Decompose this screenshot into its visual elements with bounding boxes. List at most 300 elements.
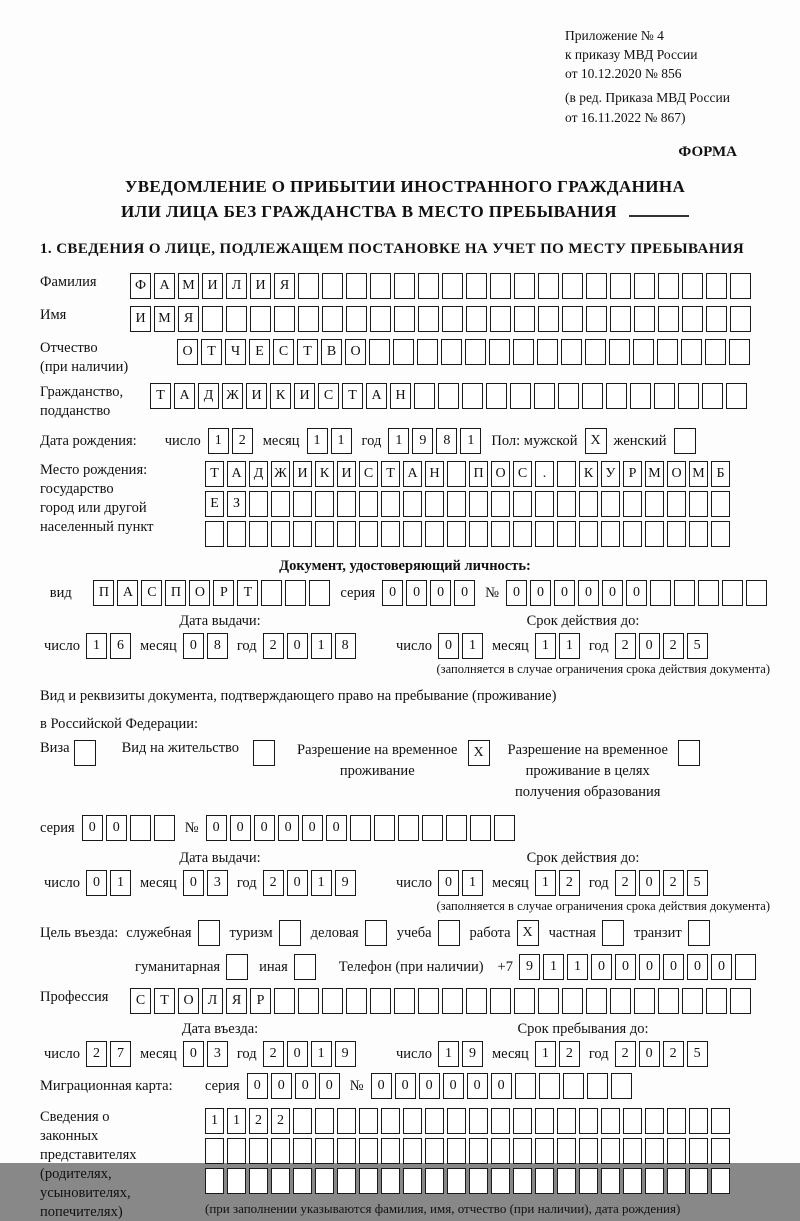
char-box[interactable] — [337, 1138, 356, 1164]
char-box[interactable] — [539, 1073, 560, 1099]
char-box[interactable] — [418, 306, 439, 332]
char-box[interactable] — [469, 521, 488, 547]
char-box[interactable] — [491, 521, 510, 547]
char-box[interactable]: Ж — [222, 383, 243, 409]
char-box[interactable] — [634, 988, 655, 1014]
char-box[interactable] — [315, 521, 334, 547]
char-box[interactable]: 0 — [530, 580, 551, 606]
char-box[interactable]: 0 — [206, 815, 227, 841]
char-box[interactable] — [261, 580, 282, 606]
char-box[interactable] — [513, 1108, 532, 1134]
char-box[interactable]: Ч — [225, 339, 246, 365]
char-box[interactable]: 1 — [307, 428, 328, 454]
char-box[interactable] — [579, 1168, 598, 1194]
char-box[interactable] — [579, 491, 598, 517]
char-box[interactable] — [322, 988, 343, 1014]
char-box[interactable] — [706, 988, 727, 1014]
option-checkbox[interactable]: X — [517, 920, 539, 946]
char-box[interactable]: 0 — [491, 1073, 512, 1099]
char-box[interactable] — [274, 306, 295, 332]
char-box[interactable] — [447, 461, 466, 487]
char-box[interactable] — [601, 491, 620, 517]
char-box[interactable] — [446, 815, 467, 841]
char-box[interactable]: Р — [623, 461, 642, 487]
char-box[interactable] — [466, 306, 487, 332]
char-box[interactable]: О — [667, 461, 686, 487]
char-box[interactable] — [490, 306, 511, 332]
char-box[interactable]: Ж — [271, 461, 290, 487]
char-box[interactable] — [403, 1138, 422, 1164]
char-box[interactable]: С — [130, 988, 151, 1014]
char-box[interactable] — [337, 1108, 356, 1134]
char-box[interactable]: И — [250, 273, 271, 299]
char-box[interactable] — [730, 306, 751, 332]
char-box[interactable]: 0 — [106, 815, 127, 841]
char-box[interactable] — [205, 1138, 224, 1164]
char-box[interactable] — [586, 306, 607, 332]
char-box[interactable] — [425, 1138, 444, 1164]
char-box[interactable]: М — [689, 461, 708, 487]
char-box[interactable] — [398, 815, 419, 841]
char-box[interactable] — [322, 306, 343, 332]
char-box[interactable]: К — [270, 383, 291, 409]
char-box[interactable] — [601, 521, 620, 547]
char-box[interactable]: 1 — [205, 1108, 224, 1134]
char-box[interactable]: 0 — [86, 870, 107, 896]
char-box[interactable]: 7 — [110, 1041, 131, 1067]
char-box[interactable] — [702, 383, 723, 409]
char-box[interactable] — [667, 491, 686, 517]
char-box[interactable]: 2 — [86, 1041, 107, 1067]
char-box[interactable]: 0 — [687, 954, 708, 980]
char-box[interactable] — [441, 339, 462, 365]
char-box[interactable] — [490, 273, 511, 299]
char-box[interactable]: 0 — [467, 1073, 488, 1099]
char-box[interactable] — [623, 491, 642, 517]
char-box[interactable] — [609, 339, 630, 365]
char-box[interactable]: 2 — [615, 633, 636, 659]
char-box[interactable]: С — [513, 461, 532, 487]
char-box[interactable]: 0 — [371, 1073, 392, 1099]
char-box[interactable]: П — [469, 461, 488, 487]
char-box[interactable]: 1 — [208, 428, 229, 454]
char-box[interactable] — [586, 988, 607, 1014]
char-box[interactable] — [650, 580, 671, 606]
char-box[interactable] — [645, 1108, 664, 1134]
char-box[interactable]: Р — [250, 988, 271, 1014]
char-box[interactable]: 0 — [254, 815, 275, 841]
char-box[interactable] — [227, 1168, 246, 1194]
char-box[interactable] — [698, 580, 719, 606]
char-box[interactable] — [535, 491, 554, 517]
char-box[interactable] — [678, 383, 699, 409]
char-box[interactable]: И — [246, 383, 267, 409]
char-box[interactable]: В — [321, 339, 342, 365]
char-box[interactable] — [442, 273, 463, 299]
char-box[interactable]: 0 — [287, 870, 308, 896]
char-box[interactable]: 8 — [436, 428, 457, 454]
char-box[interactable] — [350, 815, 371, 841]
char-box[interactable]: Т — [342, 383, 363, 409]
char-box[interactable]: Т — [205, 461, 224, 487]
char-box[interactable]: 6 — [110, 633, 131, 659]
char-box[interactable] — [645, 491, 664, 517]
char-box[interactable]: 8 — [335, 633, 356, 659]
char-box[interactable] — [227, 521, 246, 547]
char-box[interactable] — [674, 580, 695, 606]
char-box[interactable] — [562, 273, 583, 299]
char-box[interactable]: И — [130, 306, 151, 332]
char-box[interactable] — [370, 273, 391, 299]
char-box[interactable] — [489, 339, 510, 365]
char-box[interactable] — [359, 1108, 378, 1134]
char-box[interactable] — [403, 521, 422, 547]
char-box[interactable] — [249, 521, 268, 547]
char-box[interactable]: О — [491, 461, 510, 487]
char-box[interactable] — [346, 273, 367, 299]
char-box[interactable]: 5 — [687, 1041, 708, 1067]
char-box[interactable] — [645, 1138, 664, 1164]
char-box[interactable]: 0 — [271, 1073, 292, 1099]
char-box[interactable] — [491, 1108, 510, 1134]
char-box[interactable] — [381, 1168, 400, 1194]
char-box[interactable]: Д — [249, 461, 268, 487]
char-box[interactable] — [494, 815, 515, 841]
char-box[interactable] — [658, 273, 679, 299]
char-box[interactable] — [746, 580, 767, 606]
char-box[interactable]: 0 — [639, 870, 660, 896]
char-box[interactable]: 2 — [232, 428, 253, 454]
char-box[interactable]: Н — [425, 461, 444, 487]
char-box[interactable]: Д — [198, 383, 219, 409]
char-box[interactable]: 1 — [462, 870, 483, 896]
char-box[interactable]: 1 — [462, 633, 483, 659]
char-box[interactable] — [202, 306, 223, 332]
option-checkbox[interactable] — [438, 920, 460, 946]
char-box[interactable]: 0 — [326, 815, 347, 841]
char-box[interactable]: 2 — [559, 870, 580, 896]
char-box[interactable]: 2 — [263, 870, 284, 896]
char-box[interactable] — [466, 273, 487, 299]
char-box[interactable]: 1 — [559, 633, 580, 659]
char-box[interactable]: 3 — [207, 870, 228, 896]
char-box[interactable]: 0 — [639, 954, 660, 980]
char-box[interactable]: 0 — [602, 580, 623, 606]
char-box[interactable] — [403, 491, 422, 517]
char-box[interactable] — [337, 521, 356, 547]
char-box[interactable]: 0 — [395, 1073, 416, 1099]
char-box[interactable] — [315, 1168, 334, 1194]
char-box[interactable] — [381, 491, 400, 517]
char-box[interactable]: М — [154, 306, 175, 332]
char-box[interactable] — [689, 1108, 708, 1134]
char-box[interactable] — [634, 273, 655, 299]
char-box[interactable] — [447, 1138, 466, 1164]
char-box[interactable] — [403, 1168, 422, 1194]
visa-checkbox[interactable] — [74, 740, 96, 766]
char-box[interactable]: П — [165, 580, 186, 606]
char-box[interactable] — [322, 273, 343, 299]
option-checkbox[interactable] — [365, 920, 387, 946]
char-box[interactable]: О — [345, 339, 366, 365]
char-box[interactable] — [393, 339, 414, 365]
char-box[interactable] — [682, 273, 703, 299]
sex-male-checkbox[interactable]: X — [585, 428, 607, 454]
char-box[interactable] — [689, 521, 708, 547]
residence-permit-checkbox[interactable] — [253, 740, 275, 766]
char-box[interactable]: Н — [390, 383, 411, 409]
char-box[interactable] — [293, 1168, 312, 1194]
char-box[interactable] — [711, 1108, 730, 1134]
char-box[interactable]: 1 — [543, 954, 564, 980]
char-box[interactable] — [394, 273, 415, 299]
char-box[interactable] — [513, 339, 534, 365]
char-box[interactable]: 2 — [263, 633, 284, 659]
char-box[interactable]: 5 — [687, 633, 708, 659]
char-box[interactable]: 0 — [247, 1073, 268, 1099]
char-box[interactable]: 2 — [663, 1041, 684, 1067]
char-box[interactable] — [601, 1168, 620, 1194]
char-box[interactable] — [667, 1108, 686, 1134]
char-box[interactable] — [726, 383, 747, 409]
char-box[interactable] — [667, 521, 686, 547]
char-box[interactable] — [346, 988, 367, 1014]
char-box[interactable]: . — [535, 461, 554, 487]
char-box[interactable] — [557, 1138, 576, 1164]
char-box[interactable]: И — [337, 461, 356, 487]
char-box[interactable] — [271, 521, 290, 547]
char-box[interactable]: 2 — [559, 1041, 580, 1067]
char-box[interactable] — [370, 988, 391, 1014]
option-checkbox[interactable] — [226, 954, 248, 980]
char-box[interactable] — [623, 1168, 642, 1194]
char-box[interactable] — [381, 1138, 400, 1164]
char-box[interactable] — [585, 339, 606, 365]
option-checkbox[interactable] — [294, 954, 316, 980]
char-box[interactable] — [337, 1168, 356, 1194]
char-box[interactable] — [657, 339, 678, 365]
char-box[interactable]: Т — [237, 580, 258, 606]
char-box[interactable]: 9 — [412, 428, 433, 454]
char-box[interactable]: А — [403, 461, 422, 487]
char-box[interactable] — [610, 273, 631, 299]
char-box[interactable]: 0 — [183, 633, 204, 659]
char-box[interactable] — [682, 988, 703, 1014]
char-box[interactable]: 2 — [249, 1108, 268, 1134]
char-box[interactable] — [418, 988, 439, 1014]
char-box[interactable] — [154, 815, 175, 841]
char-box[interactable] — [403, 1108, 422, 1134]
char-box[interactable] — [535, 1138, 554, 1164]
char-box[interactable] — [469, 491, 488, 517]
char-box[interactable]: 0 — [419, 1073, 440, 1099]
char-box[interactable] — [249, 1138, 268, 1164]
char-box[interactable] — [205, 1168, 224, 1194]
char-box[interactable] — [486, 383, 507, 409]
char-box[interactable]: 0 — [319, 1073, 340, 1099]
char-box[interactable] — [491, 491, 510, 517]
char-box[interactable] — [711, 1138, 730, 1164]
char-box[interactable] — [563, 1073, 584, 1099]
char-box[interactable] — [557, 1168, 576, 1194]
char-box[interactable] — [469, 1138, 488, 1164]
char-box[interactable] — [730, 988, 751, 1014]
char-box[interactable] — [601, 1138, 620, 1164]
char-box[interactable]: 9 — [335, 870, 356, 896]
char-box[interactable] — [438, 383, 459, 409]
char-box[interactable] — [442, 988, 463, 1014]
char-box[interactable] — [417, 339, 438, 365]
char-box[interactable] — [630, 383, 651, 409]
char-box[interactable] — [558, 383, 579, 409]
char-box[interactable]: 0 — [443, 1073, 464, 1099]
char-box[interactable]: 9 — [462, 1041, 483, 1067]
char-box[interactable] — [425, 1108, 444, 1134]
char-box[interactable] — [658, 306, 679, 332]
char-box[interactable] — [309, 580, 330, 606]
char-box[interactable] — [414, 383, 435, 409]
char-box[interactable] — [735, 954, 756, 980]
char-box[interactable] — [513, 1168, 532, 1194]
char-box[interactable]: 1 — [567, 954, 588, 980]
char-box[interactable] — [394, 306, 415, 332]
char-box[interactable]: 0 — [554, 580, 575, 606]
char-box[interactable]: 1 — [86, 633, 107, 659]
char-box[interactable]: З — [227, 491, 246, 517]
option-checkbox[interactable] — [688, 920, 710, 946]
char-box[interactable]: 0 — [183, 870, 204, 896]
char-box[interactable]: 0 — [591, 954, 612, 980]
char-box[interactable] — [610, 306, 631, 332]
char-box[interactable] — [562, 988, 583, 1014]
char-box[interactable] — [610, 988, 631, 1014]
char-box[interactable] — [359, 521, 378, 547]
char-box[interactable]: У — [601, 461, 620, 487]
char-box[interactable] — [623, 1108, 642, 1134]
char-box[interactable] — [381, 1108, 400, 1134]
char-box[interactable]: 0 — [615, 954, 636, 980]
char-box[interactable] — [557, 521, 576, 547]
char-box[interactable] — [667, 1168, 686, 1194]
char-box[interactable]: Т — [150, 383, 171, 409]
char-box[interactable]: Т — [154, 988, 175, 1014]
char-box[interactable] — [535, 521, 554, 547]
char-box[interactable] — [293, 521, 312, 547]
char-box[interactable]: С — [273, 339, 294, 365]
char-box[interactable] — [682, 306, 703, 332]
char-box[interactable]: 0 — [295, 1073, 316, 1099]
char-box[interactable]: 0 — [302, 815, 323, 841]
char-box[interactable] — [462, 383, 483, 409]
char-box[interactable]: 2 — [263, 1041, 284, 1067]
char-box[interactable] — [634, 306, 655, 332]
char-box[interactable] — [469, 1108, 488, 1134]
char-box[interactable]: 2 — [663, 633, 684, 659]
char-box[interactable] — [274, 988, 295, 1014]
char-box[interactable] — [250, 306, 271, 332]
char-box[interactable] — [582, 383, 603, 409]
char-box[interactable] — [425, 491, 444, 517]
char-box[interactable]: Б — [711, 461, 730, 487]
char-box[interactable] — [465, 339, 486, 365]
char-box[interactable] — [535, 1108, 554, 1134]
char-box[interactable] — [562, 306, 583, 332]
char-box[interactable]: О — [189, 580, 210, 606]
char-box[interactable]: М — [178, 273, 199, 299]
char-box[interactable] — [425, 521, 444, 547]
char-box[interactable]: Ф — [130, 273, 151, 299]
char-box[interactable] — [447, 1168, 466, 1194]
char-box[interactable]: 0 — [639, 633, 660, 659]
char-box[interactable] — [711, 521, 730, 547]
char-box[interactable]: 1 — [535, 870, 556, 896]
char-box[interactable]: С — [359, 461, 378, 487]
char-box[interactable]: 1 — [460, 428, 481, 454]
char-box[interactable]: 0 — [278, 815, 299, 841]
char-box[interactable] — [711, 1168, 730, 1194]
char-box[interactable]: 5 — [687, 870, 708, 896]
char-box[interactable] — [425, 1168, 444, 1194]
char-box[interactable]: К — [579, 461, 598, 487]
char-box[interactable]: Р — [213, 580, 234, 606]
char-box[interactable]: С — [318, 383, 339, 409]
char-box[interactable] — [359, 1138, 378, 1164]
char-box[interactable] — [346, 306, 367, 332]
char-box[interactable] — [706, 273, 727, 299]
char-box[interactable] — [538, 306, 559, 332]
char-box[interactable]: 1 — [227, 1108, 246, 1134]
char-box[interactable] — [689, 491, 708, 517]
char-box[interactable] — [623, 521, 642, 547]
char-box[interactable] — [557, 1108, 576, 1134]
char-box[interactable] — [227, 1138, 246, 1164]
char-box[interactable] — [369, 339, 390, 365]
char-box[interactable]: Т — [201, 339, 222, 365]
char-box[interactable]: 1 — [535, 633, 556, 659]
char-box[interactable] — [298, 988, 319, 1014]
char-box[interactable] — [298, 306, 319, 332]
char-box[interactable]: 1 — [311, 870, 332, 896]
char-box[interactable] — [249, 491, 268, 517]
char-box[interactable] — [315, 491, 334, 517]
char-box[interactable] — [293, 1108, 312, 1134]
char-box[interactable] — [271, 1138, 290, 1164]
char-box[interactable]: 0 — [406, 580, 427, 606]
char-box[interactable]: 1 — [110, 870, 131, 896]
char-box[interactable]: О — [178, 988, 199, 1014]
char-box[interactable]: 0 — [382, 580, 403, 606]
temp-residence-checkbox[interactable]: X — [468, 740, 490, 766]
char-box[interactable] — [633, 339, 654, 365]
char-box[interactable]: 9 — [335, 1041, 356, 1067]
char-box[interactable]: 0 — [639, 1041, 660, 1067]
char-box[interactable]: 1 — [535, 1041, 556, 1067]
char-box[interactable] — [249, 1168, 268, 1194]
char-box[interactable]: И — [293, 461, 312, 487]
char-box[interactable] — [513, 491, 532, 517]
char-box[interactable]: А — [154, 273, 175, 299]
char-box[interactable] — [711, 491, 730, 517]
char-box[interactable] — [442, 306, 463, 332]
char-box[interactable] — [705, 339, 726, 365]
char-box[interactable]: 0 — [506, 580, 527, 606]
char-box[interactable] — [510, 383, 531, 409]
char-box[interactable]: 2 — [615, 1041, 636, 1067]
char-box[interactable]: П — [93, 580, 114, 606]
char-box[interactable] — [534, 383, 555, 409]
char-box[interactable] — [394, 988, 415, 1014]
char-box[interactable]: 2 — [615, 870, 636, 896]
